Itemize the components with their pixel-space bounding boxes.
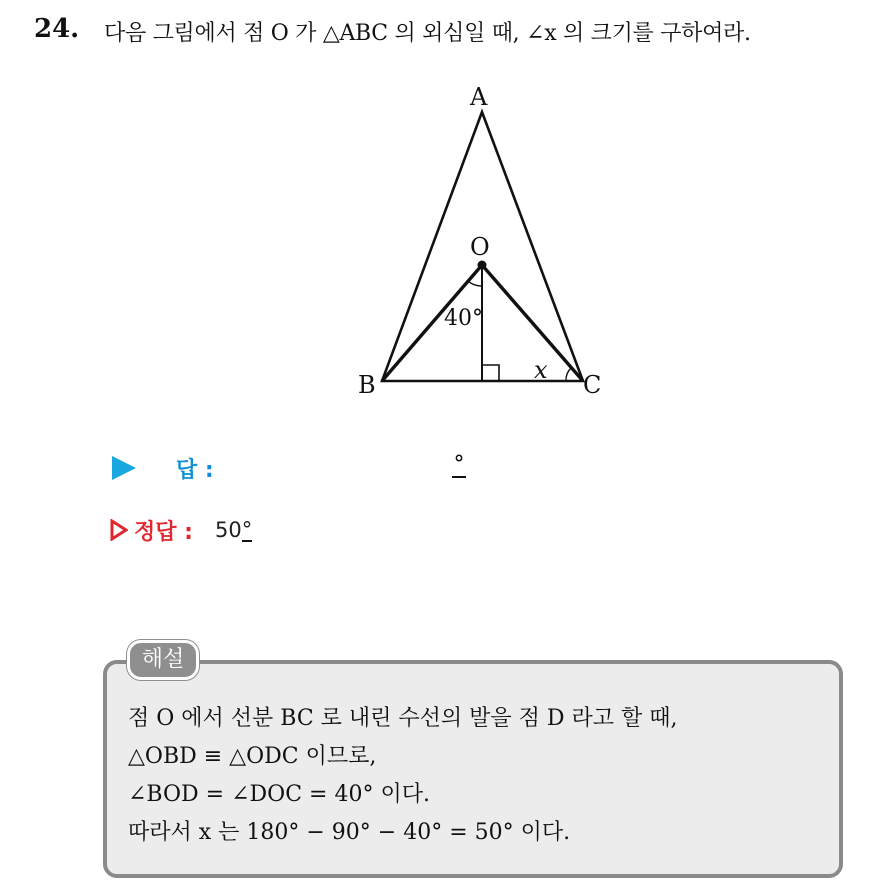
correct-answer-value [215,518,252,542]
label-a: A [470,83,488,111]
explanation-line-2: △OBD ≡ △ODC 이므로, [128,744,377,769]
right-angle-mark [482,365,499,381]
correct-answer-unit: ° [241,518,253,542]
angle-arc-x [566,368,571,381]
play-icon [112,456,136,480]
segment-oc [482,265,583,381]
label-o: O [470,233,490,261]
explanation-line-1: 점 O 에서 선분 BC 로 내린 수선의 발을 점 D 라고 할 때, [128,706,678,731]
question-number: 24. [34,14,80,44]
answer-row [112,452,214,484]
answer-unit: ° [453,452,465,477]
label-c: C [583,371,602,399]
answer-label: 답 : [176,457,214,483]
angle-x-label: x [534,356,548,384]
point-o [478,261,487,270]
explanation-line-4: 따라서 x 는 180° − 90° − 40° = 50° 이다. [128,820,571,845]
label-b: B [358,371,376,399]
explanation-tag: 해설 [127,640,199,680]
angle-arc-bod [468,281,482,286]
answer-blank[interactable] [452,452,466,478]
correct-answer-label: 정답 : [134,519,193,545]
triangle-figure [340,78,630,408]
correct-answer-row [110,514,252,546]
explanation-line-3: ∠BOD = ∠DOC = 40° 이다. [128,782,430,807]
explanation-text [128,700,678,852]
outline-play-icon [110,519,128,541]
angle-bod-label: 40° [444,306,483,331]
question-text: 다음 그림에서 점 O 가 △ABC 의 외심일 때, ∠x 의 크기를 구하여라. [104,21,751,46]
correct-answer-number: 50 [214,518,242,542]
